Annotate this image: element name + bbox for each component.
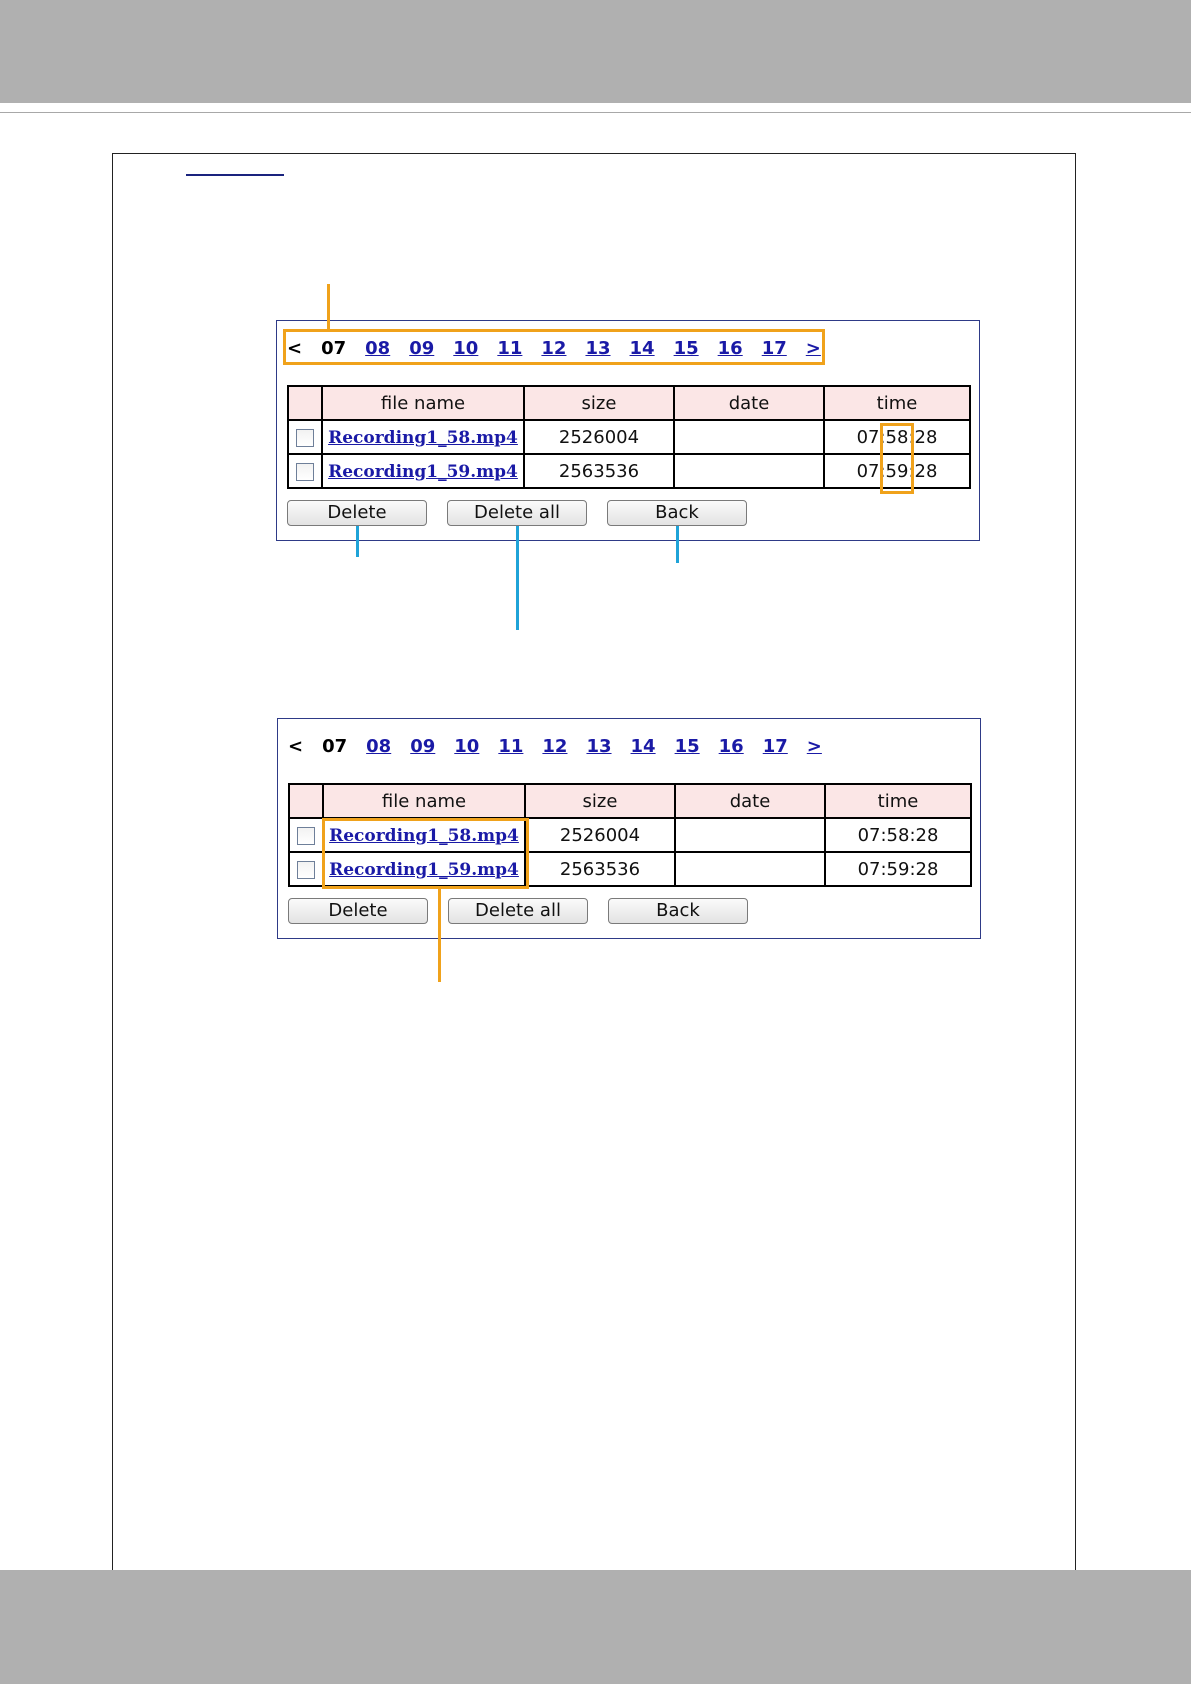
- page-link[interactable]: 08: [366, 735, 392, 757]
- delete-button[interactable]: Delete: [287, 500, 427, 526]
- callout-line-delete: [356, 526, 359, 557]
- prev-page-link[interactable]: <: [288, 735, 304, 757]
- page-link[interactable]: 16: [717, 337, 743, 359]
- delete-button[interactable]: Delete: [288, 898, 428, 924]
- time-cell: 07:59:28: [825, 852, 971, 886]
- section-link-underline: [186, 174, 284, 176]
- size-cell: 2563536: [525, 852, 675, 886]
- size-cell: 2526004: [525, 818, 675, 852]
- page-link[interactable]: 11: [498, 735, 524, 757]
- page-link[interactable]: 13: [585, 337, 611, 359]
- header-rule: [0, 112, 1191, 113]
- size-cell: 2563536: [524, 454, 674, 488]
- date-cell: [674, 420, 824, 454]
- callout-line-pager: [327, 284, 330, 330]
- table-row: [288, 420, 970, 454]
- file-link[interactable]: Recording1_58.mp4: [328, 427, 518, 448]
- next-page-link[interactable]: >: [805, 337, 821, 359]
- file-name-header: file name: [322, 386, 524, 420]
- page-link[interactable]: 14: [630, 735, 656, 757]
- callout-box-pager: [283, 329, 825, 365]
- page-header-band: [0, 0, 1191, 103]
- page-link[interactable]: 17: [762, 735, 788, 757]
- page-link[interactable]: 15: [674, 735, 700, 757]
- file-name-cell: [322, 420, 524, 454]
- row-select-cell: [289, 818, 323, 852]
- file-name-cell: [322, 454, 524, 488]
- page-link[interactable]: 08: [365, 337, 391, 359]
- time-cell: 07:59:28: [824, 454, 970, 488]
- page-link[interactable]: 13: [586, 735, 612, 757]
- back-button[interactable]: Back: [608, 898, 748, 924]
- select-column-header: [288, 386, 322, 420]
- date-cell: [674, 454, 824, 488]
- date-header: date: [674, 386, 824, 420]
- delete-all-button[interactable]: Delete all: [447, 500, 587, 526]
- page-link[interactable]: 12: [542, 735, 568, 757]
- callout-box-file-links: [322, 818, 529, 889]
- page-link[interactable]: 15: [673, 337, 699, 359]
- time-header: time: [825, 784, 971, 818]
- time-cell: 07:58:28: [824, 420, 970, 454]
- row-checkbox[interactable]: [297, 827, 315, 845]
- row-checkbox[interactable]: [296, 429, 314, 447]
- delete-all-button[interactable]: Delete all: [448, 898, 588, 924]
- size-cell: 2526004: [524, 420, 674, 454]
- row-select-cell: [289, 852, 323, 886]
- recording-table: [287, 385, 971, 489]
- page-footer-band: [0, 1570, 1191, 1684]
- page-link[interactable]: 16: [718, 735, 744, 757]
- row-checkbox[interactable]: [296, 463, 314, 481]
- callout-line-file-links: [438, 888, 441, 982]
- file-link[interactable]: Recording1_58.mp4: [329, 825, 519, 846]
- page-link[interactable]: 17: [761, 337, 787, 359]
- back-button[interactable]: Back: [607, 500, 747, 526]
- date-cell: [675, 852, 825, 886]
- callout-line-back: [676, 526, 679, 563]
- page-link[interactable]: 12: [541, 337, 567, 359]
- date-header: date: [675, 784, 825, 818]
- page-link[interactable]: 10: [453, 337, 479, 359]
- size-header: size: [525, 784, 675, 818]
- page-link[interactable]: 11: [497, 337, 523, 359]
- page-link[interactable]: 10: [454, 735, 480, 757]
- time-header: time: [824, 386, 970, 420]
- row-select-cell: [288, 454, 322, 488]
- time-cell: 07:58:28: [825, 818, 971, 852]
- prev-page-link[interactable]: <: [287, 337, 303, 359]
- page-navigator: [288, 731, 841, 761]
- file-name-header: file name: [323, 784, 525, 818]
- callout-line-delete-all: [516, 526, 519, 630]
- date-cell: [675, 818, 825, 852]
- select-column-header: [289, 784, 323, 818]
- row-select-cell: [288, 420, 322, 454]
- callout-box-time: [880, 423, 914, 494]
- file-link[interactable]: Recording1_59.mp4: [329, 859, 519, 880]
- current-page: 07: [321, 337, 347, 359]
- page-link[interactable]: 09: [409, 337, 435, 359]
- page-link[interactable]: 14: [629, 337, 655, 359]
- size-header: size: [524, 386, 674, 420]
- file-link[interactable]: Recording1_59.mp4: [328, 461, 518, 482]
- next-page-link[interactable]: >: [806, 735, 822, 757]
- current-page: 07: [322, 735, 348, 757]
- page-link[interactable]: 09: [410, 735, 436, 757]
- table-row: [288, 454, 970, 488]
- table-header-row: [288, 386, 970, 420]
- row-checkbox[interactable]: [297, 861, 315, 879]
- table-header-row: [289, 784, 971, 818]
